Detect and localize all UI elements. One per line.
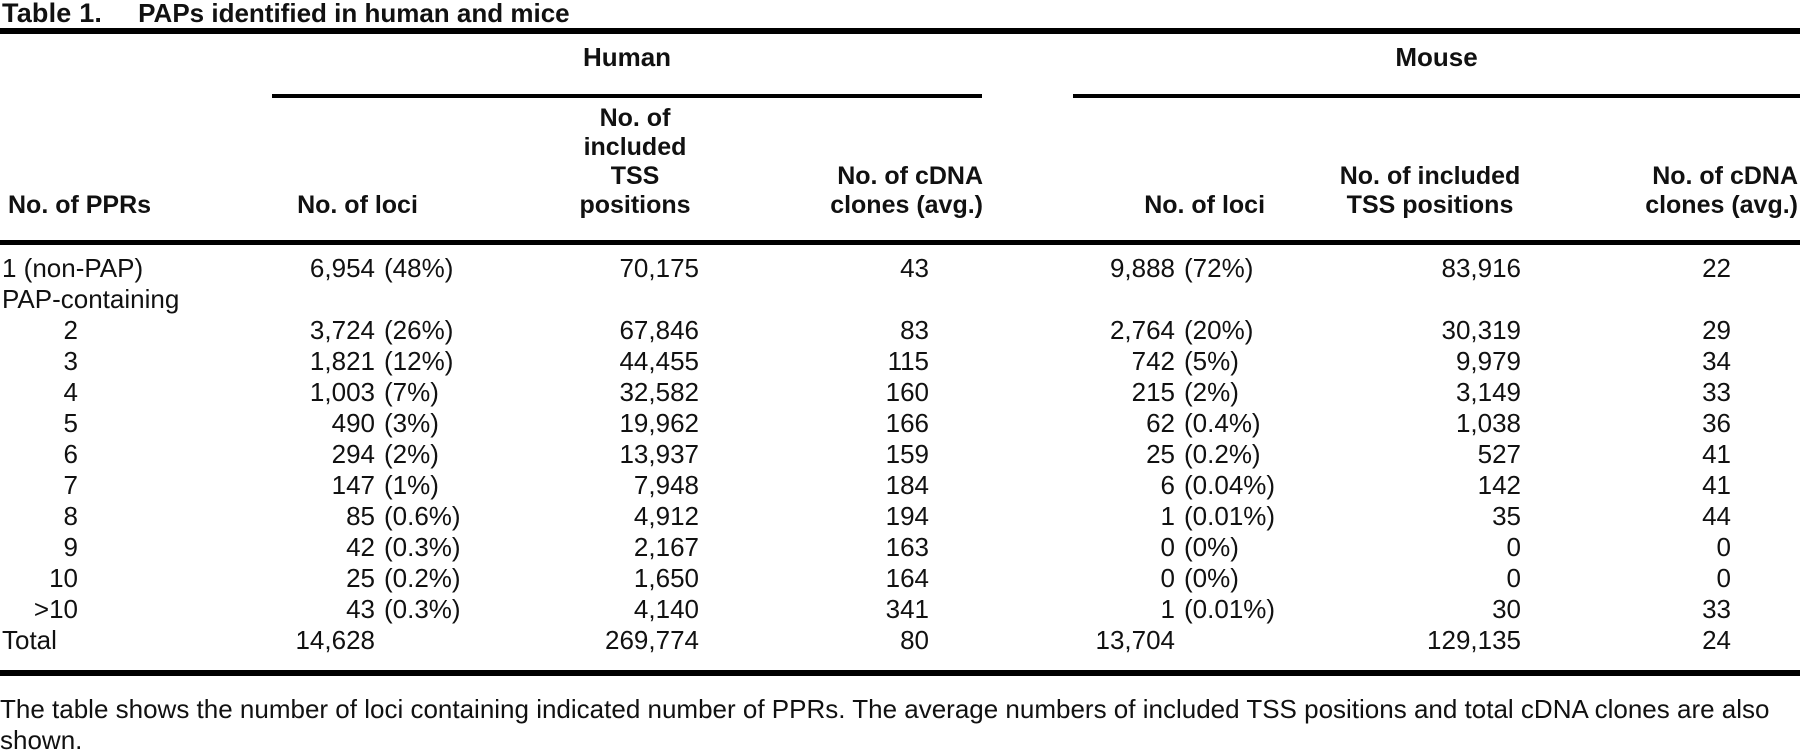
ppr-number: 2 — [63, 315, 78, 345]
column-header-row — [0, 98, 1800, 243]
cell-mouse-loci — [985, 594, 1276, 625]
cell-human-loci — [250, 625, 465, 670]
loci-percent: (72%) — [1184, 253, 1254, 283]
cell-human-loci — [250, 243, 465, 285]
cell-human-loci — [250, 377, 465, 408]
table-body — [0, 243, 1800, 671]
cell-mouse-cdna-clones: 36 — [1702, 408, 1732, 438]
cell-human-tss-positions: 269,774 — [605, 625, 699, 655]
loci-percent — [375, 625, 465, 656]
cell-mouse-loci — [985, 243, 1265, 285]
group-spacer — [0, 34, 250, 98]
loci-percent: (7%) — [384, 377, 439, 407]
table-row — [0, 470, 1800, 501]
cell-mouse-loci — [985, 346, 1265, 377]
loci-percent: (12%) — [384, 346, 454, 376]
cell-ppr — [0, 532, 250, 563]
cell-mouse-loci — [985, 315, 1265, 346]
human-group-cell — [250, 34, 985, 98]
cell-mouse-loci — [985, 501, 1276, 532]
cell-human-cdna-clones: 115 — [887, 346, 930, 376]
loci-percent: (26%) — [384, 315, 454, 345]
loci-count: 742 — [1131, 346, 1176, 376]
loci-percent: (0.04%) — [1184, 470, 1276, 500]
table-row — [0, 243, 1800, 285]
table-footnote: The table shows the number of loci containing indicated number of PPRs. The average numbers of included TSS positions and total cDNA clones are also shown. — [0, 694, 1770, 755]
col-header-mouse-cdna-line1: No. of cDNA — [1652, 162, 1799, 190]
loci-count: 9,888 — [1109, 253, 1176, 283]
loci-percent: (0.4%) — [1184, 408, 1261, 438]
table-row — [0, 594, 1800, 625]
col-header-human-tss — [465, 98, 705, 243]
cell-human-cdna-clones: 164 — [885, 563, 930, 593]
loci-count: 1,821 — [309, 346, 375, 376]
cell-mouse-tss-positions: 3,149 — [1455, 377, 1522, 407]
loci-count: 25 — [346, 563, 375, 593]
loci-percent: (0.3%) — [384, 532, 461, 562]
cell-human-cdna-clones: 43 — [900, 253, 930, 283]
loci-count: 294 — [331, 439, 375, 469]
cell-human-cdna-clones: 160 — [885, 377, 930, 407]
cell-ppr — [0, 563, 250, 594]
table-number: Table 1. — [2, 0, 103, 28]
loci-count: 13,704 — [1095, 625, 1176, 655]
cell-human-cdna-clones: 163 — [885, 532, 930, 562]
table-row — [0, 408, 1800, 439]
col-header-human-loci — [250, 98, 465, 243]
loci-percent: (0.01%) — [1184, 501, 1276, 531]
cell-mouse-tss-positions: 527 — [1477, 439, 1522, 469]
table-row — [0, 284, 1800, 315]
loci-percent: (2%) — [1184, 377, 1239, 407]
ppr-number: 6 — [63, 439, 78, 469]
cell-human-tss-positions: 13,937 — [619, 439, 699, 469]
loci-count: 6,954 — [309, 253, 375, 283]
table-row — [0, 377, 1800, 408]
loci-count: 0 — [1160, 563, 1176, 593]
cell-human-tss-positions: 32,582 — [619, 377, 699, 407]
loci-count: 2,764 — [1109, 315, 1176, 345]
cell-ppr — [0, 439, 250, 470]
cell-mouse-loci — [985, 439, 1265, 470]
cell-human-loci — [250, 315, 465, 346]
table-row — [0, 563, 1800, 594]
ppr-number: 5 — [63, 408, 78, 438]
loci-percent: (0%) — [1184, 532, 1239, 562]
cell-mouse-cdna-clones — [1525, 284, 1800, 315]
col-header-mouse-loci-text: No. of loci — [1144, 191, 1266, 219]
col-header-human-cdna-line2: clones (avg.) — [830, 191, 984, 219]
cell-human-loci — [250, 470, 465, 501]
cell-human-cdna-clones: 80 — [900, 625, 930, 655]
loci-percent: (0.3%) — [384, 594, 461, 624]
loci-count: 43 — [346, 594, 375, 624]
cell-mouse-cdna-clones: 0 — [1716, 563, 1732, 593]
cell-mouse-cdna-clones: 0 — [1716, 532, 1732, 562]
cell-human-cdna-clones: 166 — [885, 408, 930, 438]
cell-human-loci — [250, 532, 465, 563]
cell-human-tss-positions: 1,650 — [633, 563, 699, 593]
loci-percent: (1%) — [384, 470, 439, 500]
cell-human-loci — [250, 501, 465, 532]
cell-ppr: 1 (non-PAP) — [2, 253, 144, 283]
bottom-rule — [0, 670, 1800, 676]
loci-percent: (3%) — [384, 408, 439, 438]
ppr-number: 7 — [63, 470, 78, 500]
col-header-mouse-tss-line2: TSS positions — [1346, 191, 1514, 219]
cell-mouse-tss-positions: 129,135 — [1427, 625, 1522, 655]
cell-mouse-loci — [985, 563, 1265, 594]
cell-human-cdna-clones: 341 — [885, 594, 930, 624]
cell-mouse-tss-positions: 1,038 — [1455, 408, 1522, 438]
cell-human-cdna-clones: 159 — [885, 439, 930, 469]
col-header-mouse-cdna-line2: clones (avg.) — [1645, 191, 1799, 219]
cell-ppr — [0, 594, 250, 625]
cell-human-tss-positions: 4,912 — [633, 501, 699, 531]
cell-mouse-tss-positions: 9,979 — [1455, 346, 1522, 376]
cell-mouse-loci — [985, 470, 1276, 501]
cell-ppr — [0, 501, 250, 532]
cell-human-cdna-clones: 194 — [885, 501, 930, 531]
table-row — [0, 439, 1800, 470]
cell-human-tss-positions: 7,948 — [633, 470, 699, 500]
human-group-header — [272, 44, 982, 98]
cell-human-loci — [250, 563, 465, 594]
cell-mouse-cdna-clones: 33 — [1702, 594, 1732, 624]
cell-human-tss-positions — [465, 284, 705, 315]
table-row — [0, 625, 1800, 670]
cell-human-cdna-clones — [705, 284, 985, 315]
col-header-mouse-loci — [985, 98, 1265, 243]
col-header-mouse-cdna — [1525, 98, 1800, 243]
ppr-number: 10 — [49, 563, 78, 593]
loci-count: 6 — [1160, 470, 1176, 500]
col-header-human-tss-line2: TSS positions — [579, 162, 691, 219]
cell-mouse-tss-positions: 0 — [1506, 563, 1522, 593]
cell-human-cdna-clones: 184 — [885, 470, 930, 500]
loci-count: 14,628 — [295, 625, 375, 655]
loci-percent: (0.2%) — [384, 563, 461, 593]
loci-count: 62 — [1146, 408, 1176, 438]
cell-human-tss-positions: 19,962 — [619, 408, 699, 438]
loci-count: 0 — [1160, 532, 1176, 562]
loci-percent: (2%) — [384, 439, 439, 469]
cell-human-tss-positions: 67,846 — [619, 315, 699, 345]
cell-ppr — [0, 315, 250, 346]
cell-human-tss-positions: 70,175 — [619, 253, 699, 283]
cell-mouse-tss-positions: 0 — [1506, 532, 1522, 562]
loci-count: 1 — [1160, 501, 1176, 531]
ppr-number: 4 — [63, 377, 78, 407]
cell-mouse-tss-positions: 30,319 — [1441, 315, 1522, 345]
loci-percent: (48%) — [384, 253, 454, 283]
loci-count: 3,724 — [309, 315, 375, 345]
cell-ppr — [0, 408, 250, 439]
col-header-pprs-text: No. of PPRs — [8, 191, 152, 219]
cell-ppr — [0, 470, 250, 501]
col-header-human-tss-line1: No. of included — [583, 104, 687, 161]
ppr-number: 8 — [63, 501, 78, 531]
cell-human-loci — [250, 346, 465, 377]
cell-mouse-loci — [985, 408, 1265, 439]
cell-mouse-tss-positions: 83,916 — [1441, 253, 1522, 283]
cell-mouse-tss-positions: 35 — [1492, 501, 1522, 531]
cell-mouse-tss-positions — [1265, 284, 1525, 315]
cell-mouse-cdna-clones: 29 — [1702, 315, 1732, 345]
table-row — [0, 315, 1800, 346]
cell-mouse-loci — [985, 532, 1265, 563]
col-header-mouse-tss-line1: No. of included — [1339, 162, 1521, 190]
cell-mouse-loci — [985, 377, 1265, 408]
cell-human-tss-positions: 4,140 — [633, 594, 699, 624]
loci-percent: (5%) — [1184, 346, 1239, 376]
cell-mouse-cdna-clones: 41 — [1702, 439, 1732, 469]
cell-mouse-cdna-clones: 44 — [1702, 501, 1732, 531]
col-header-mouse-tss — [1265, 98, 1525, 243]
mouse-group-cell — [985, 34, 1800, 98]
col-header-human-cdna — [705, 98, 985, 243]
cell-ppr — [0, 377, 250, 408]
cell-mouse-tss-positions: 142 — [1477, 470, 1522, 500]
loci-percent: (0.01%) — [1184, 594, 1276, 624]
loci-count: 490 — [331, 408, 375, 438]
table-caption: PAPs identified in human and mice — [138, 0, 570, 28]
cell-ppr: PAP-containing — [2, 284, 180, 314]
col-header-human-cdna-line1: No. of cDNA — [837, 162, 984, 190]
cell-mouse-loci — [985, 625, 1265, 670]
loci-count: 1 — [1160, 594, 1176, 624]
cell-mouse-cdna-clones: 34 — [1702, 346, 1732, 376]
loci-percent: (0.6%) — [384, 501, 461, 531]
loci-percent: (0%) — [1184, 563, 1239, 593]
table-row — [0, 501, 1800, 532]
mouse-group-label: Mouse — [1395, 42, 1478, 72]
cell-mouse-cdna-clones: 33 — [1702, 377, 1732, 407]
cell-mouse-cdna-clones: 41 — [1702, 470, 1732, 500]
mouse-group-header — [1073, 44, 1800, 98]
loci-count: 147 — [331, 470, 375, 500]
table-row — [0, 532, 1800, 563]
loci-count: 215 — [1131, 377, 1176, 407]
ppr-number: 3 — [63, 346, 78, 376]
loci-count: 25 — [1146, 439, 1176, 469]
col-header-pprs — [0, 98, 250, 243]
loci-percent: (0.2%) — [1184, 439, 1261, 469]
ppr-number: 9 — [63, 532, 78, 562]
loci-percent — [1175, 625, 1265, 656]
cell-human-loci — [250, 594, 465, 625]
cell-human-loci — [250, 408, 465, 439]
col-header-human-loci-text: No. of loci — [297, 191, 418, 219]
loci-count: 85 — [346, 501, 375, 531]
cell-mouse-loci — [985, 284, 1265, 315]
cell-ppr — [0, 346, 250, 377]
cell-mouse-tss-positions: 30 — [1492, 594, 1522, 624]
cell-mouse-cdna-clones: 22 — [1702, 253, 1732, 283]
loci-percent: (20%) — [1184, 315, 1254, 345]
group-header-row — [0, 34, 1800, 98]
cell-human-tss-positions: 2,167 — [633, 532, 699, 562]
cell-mouse-cdna-clones: 24 — [1702, 625, 1732, 655]
data-table — [0, 34, 1800, 670]
cell-human-tss-positions: 44,455 — [619, 346, 699, 376]
table-row — [0, 346, 1800, 377]
cell-human-cdna-clones: 83 — [900, 315, 930, 345]
cell-ppr: Total — [2, 625, 57, 655]
table-title — [0, 0, 1800, 28]
human-group-label: Human — [582, 42, 672, 72]
loci-count: 42 — [346, 532, 375, 562]
ppr-number: >10 — [33, 594, 78, 624]
cell-human-loci — [250, 439, 465, 470]
cell-human-loci — [250, 284, 465, 315]
loci-count: 1,003 — [309, 377, 375, 407]
